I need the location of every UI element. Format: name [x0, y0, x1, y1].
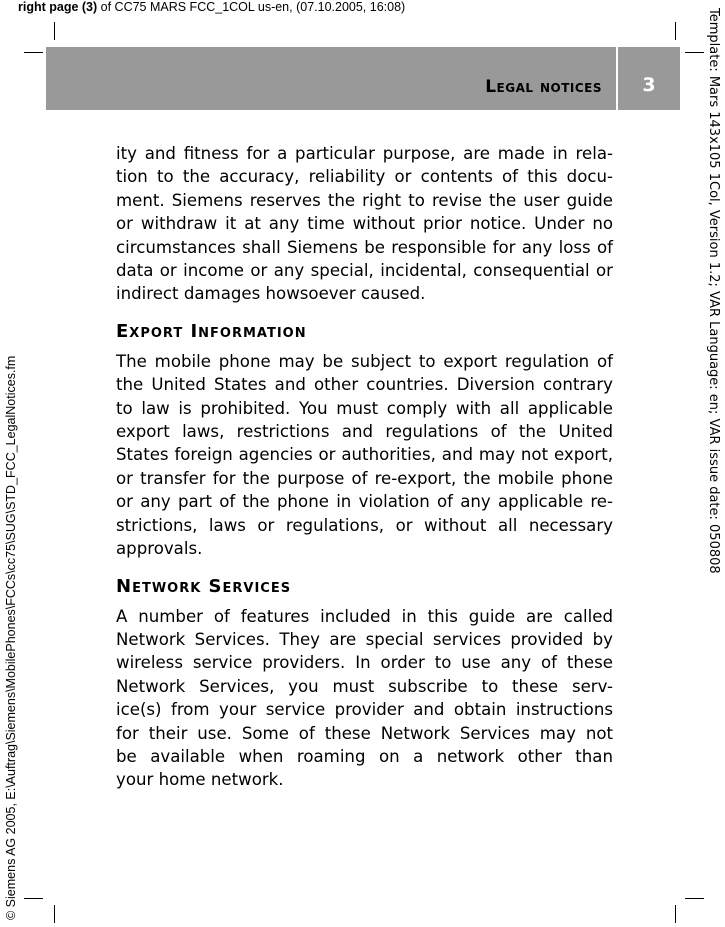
- text-line: ity and fitness for a particular purpose, are made in rela-: [116, 144, 613, 163]
- print-header-page: right page (3): [18, 0, 98, 14]
- section-title: Legal notices: [485, 77, 602, 97]
- text-line: ment. Siemens reserves the right to revise the user guide: [116, 190, 613, 210]
- text-line: circumstances shall Siemens be responsible for any loss of: [116, 237, 613, 257]
- print-header-info: of CC75 MARS FCC_1COL us-en, (07.10.2005, 16:08): [97, 0, 406, 14]
- text-line: wireless service providers. In order to use any of these: [116, 653, 613, 673]
- text-line: data or income or any special, incidental, consequential or: [116, 261, 613, 281]
- body-content: [116, 142, 613, 792]
- crop-mark: [54, 22, 55, 40]
- crop-mark: [685, 52, 704, 53]
- text-line: strictions, laws or regulations, or without all necessary: [116, 515, 613, 535]
- paragraph: [116, 605, 613, 792]
- text-line: or transfer for the purpose of re-export, the mobile phone: [116, 468, 613, 488]
- text-line: be available when roaming on a network other than: [116, 746, 613, 766]
- crop-mark: [54, 905, 55, 923]
- print-header: [18, 0, 405, 14]
- crop-mark: [675, 905, 676, 923]
- text-line: export laws, restrictions and regulations of the United: [116, 422, 613, 442]
- text-line: or withdraw it at any time without prior notice. Under no: [116, 214, 613, 234]
- file-path-label: © Siemens AG 2005, E:\Auftrag\Siemens\MobilePhones\FCCs\cc75\SUG\STD_FCC_LegalNotices.fm: [4, 355, 18, 920]
- text-line: Network Services. They are special services provided by: [116, 629, 613, 649]
- text-line: approvals.: [116, 539, 203, 559]
- paragraph: [116, 142, 613, 306]
- text-line: States foreign agencies or authorities, and may not export,: [116, 445, 613, 465]
- text-line: or any part of the phone in violation of any applicable re-: [116, 492, 613, 512]
- text-line: The mobile phone may be subject to export regulation of: [116, 351, 613, 371]
- section-heading: Export Information: [116, 320, 307, 342]
- header-band: [46, 47, 616, 110]
- text-line: your home network.: [116, 770, 284, 790]
- crop-mark: [24, 898, 43, 899]
- template-label: Template: Mars 143x105 1Col, Version 1.2; VAR Language: en; VAR issue date: 050808: [706, 8, 721, 574]
- paragraph: [116, 350, 613, 561]
- text-line: indirect damages howsoever caused.: [116, 284, 426, 304]
- text-line: ice(s) from your service provider and obtain instructions: [116, 700, 613, 720]
- text-line: Network Services, you must subscribe to these serv-: [116, 676, 613, 696]
- text-line: for their use. Some of these Network Services may not: [116, 723, 613, 743]
- text-line: A number of features included in this guide are called: [116, 606, 613, 626]
- crop-mark: [685, 898, 704, 899]
- text-line: tion to the accuracy, reliability or contents of this docu-: [116, 167, 613, 187]
- page-number-box: [618, 47, 680, 110]
- section-heading: Network Services: [116, 575, 292, 597]
- text-line: the United States and other countries. Diversion contrary: [116, 375, 613, 395]
- crop-mark: [675, 22, 676, 40]
- crop-mark: [24, 52, 43, 53]
- text-line: to law is prohibited. You must comply with all applicable: [116, 398, 613, 418]
- page-number: 3: [642, 74, 656, 96]
